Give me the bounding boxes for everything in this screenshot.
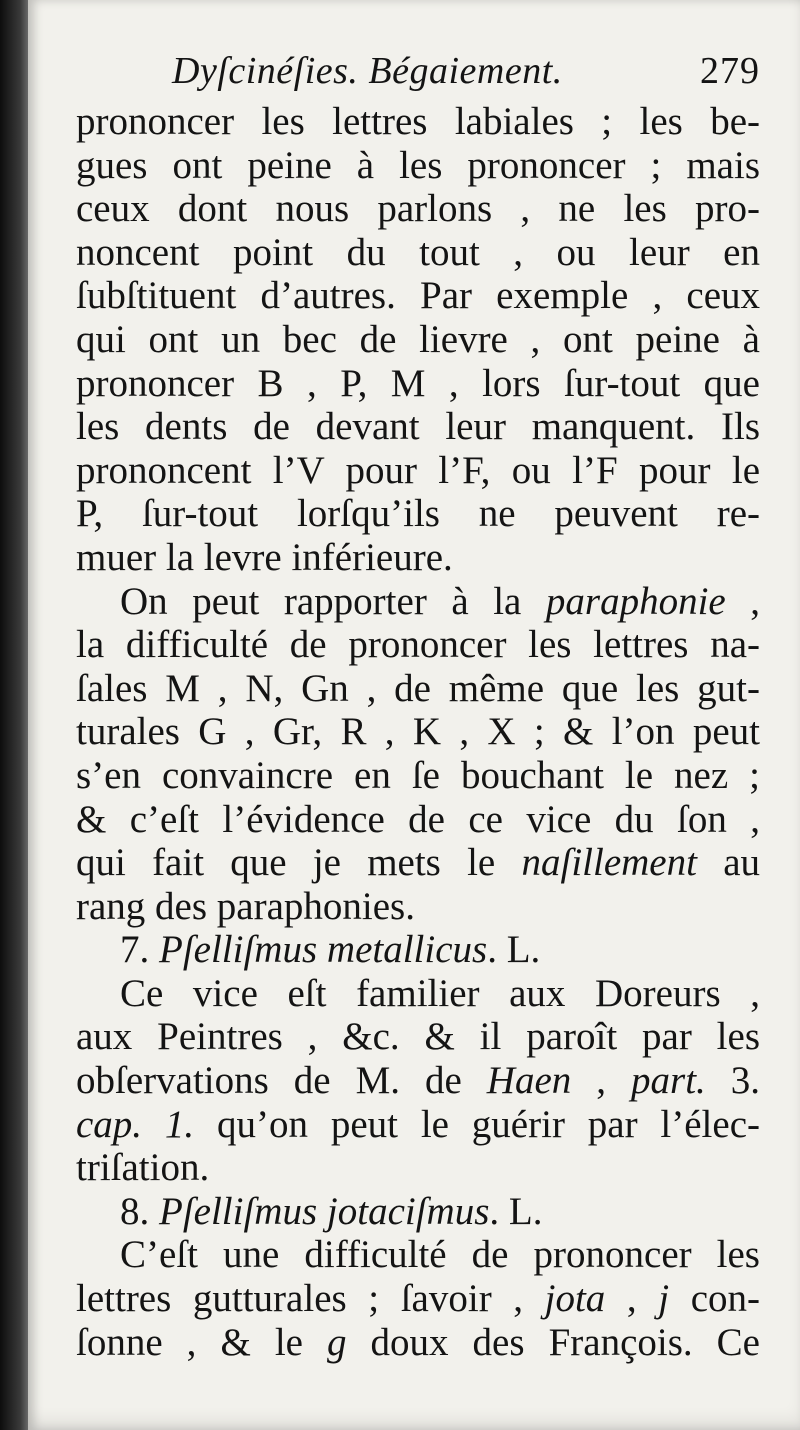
text-line-9: prononcent l’V pour l’F, ou l’F pour le <box>76 448 760 492</box>
text-run: obſervations de M. de <box>76 1059 487 1103</box>
italic-term: cap. 1. <box>76 1102 195 1146</box>
italic-term: Pſelliſmus jotaciſmus <box>159 1189 490 1233</box>
text-run: 8. <box>120 1189 159 1233</box>
italic-term: j <box>658 1277 670 1321</box>
text-line-10: P, ſur-tout lorſqu’ils ne peuvent re- <box>76 492 760 536</box>
italic-term: Pſelliſmus metallicus <box>159 928 488 972</box>
text-line-13: la difficulté de prononcer les lettres na- <box>76 623 760 667</box>
text-line-25: triſation. <box>76 1146 210 1190</box>
section-heading-7 <box>76 928 760 972</box>
italic-term: g <box>327 1320 347 1364</box>
book-page <box>28 0 800 1430</box>
text-run: On peut rapporter à la <box>120 579 546 623</box>
text-line-21: Ce vice eſt familier aux Doreurs , <box>120 971 760 1015</box>
text-line-8: les dents de devant leur manquent. Ils <box>76 405 760 449</box>
text-line-7: prononcer B , P, M , lors ſur-tout que <box>76 361 760 405</box>
text-run: . L. <box>487 928 541 972</box>
text-run: , <box>725 579 761 623</box>
text-line-12 <box>76 580 760 624</box>
text-line-4: noncent point du tout , ou leur en <box>76 230 760 274</box>
text-line-2: gues ont peine à les prononcer ; mais <box>76 143 760 187</box>
text-run: qui fait que je mets le <box>76 841 522 885</box>
text-line-23 <box>76 1059 760 1103</box>
text-line-3: ceux dont nous parlons , ne les pro- <box>76 187 760 231</box>
italic-term: paraphonie <box>545 579 726 623</box>
text-line-1: prononcer les lettres labiales ; les be- <box>76 100 760 143</box>
italic-term: part. <box>631 1059 706 1103</box>
text-line-17: & c’eſt l’évidence de ce vice du ſon , <box>76 797 760 841</box>
section-heading-8 <box>76 1190 760 1234</box>
text-line-18 <box>76 841 760 885</box>
text-run: qu’on peut le guérir par l’élec- <box>194 1102 760 1146</box>
italic-term: jota <box>544 1277 606 1321</box>
text-run: 7. <box>120 928 159 972</box>
text-run: con- <box>669 1277 760 1321</box>
text-line-11: muer la levre inférieure. <box>76 535 453 579</box>
text-line-5: ſubſtituent d’autres. Par exemple , ceux <box>76 274 760 318</box>
text-line-28 <box>76 1277 760 1321</box>
page-number: 279 <box>700 50 760 92</box>
text-line-6: qui ont un bec de lievre , ont peine à <box>76 317 760 361</box>
text-run: . L. <box>489 1189 543 1233</box>
text-line-24 <box>76 1103 760 1147</box>
text-run: doux des François. Ce <box>346 1320 760 1364</box>
running-title: Dyſcinéſies. Bégaiement. <box>172 50 563 92</box>
text-run: au <box>696 841 760 885</box>
italic-term: Haen <box>486 1059 572 1103</box>
text-run: ſonne , & le <box>76 1320 327 1364</box>
page-text <box>76 42 760 1364</box>
page-header <box>76 42 760 100</box>
text-line-22: aux Peintres , &c. & il paroît par les <box>76 1015 760 1059</box>
text-line-29 <box>76 1321 760 1365</box>
text-run: , <box>571 1059 632 1103</box>
text-line-19: rang des paraphonies. <box>76 884 415 928</box>
text-line-27: C’eſt une difficulté de prononcer les <box>120 1233 760 1277</box>
italic-term: naſillement <box>521 841 697 885</box>
text-run: 3. <box>705 1059 761 1103</box>
text-line-14: ſales M , N, Gn , de même que les gut- <box>76 666 760 710</box>
text-line-16: s’en convaincre en ſe bouchant le nez ; <box>76 753 760 797</box>
text-run: lettres gutturales ; ſavoir , <box>76 1277 545 1321</box>
text-run: , <box>605 1277 659 1321</box>
text-line-15: turales G , Gr, R , K , X ; & l’on peut <box>76 710 760 754</box>
